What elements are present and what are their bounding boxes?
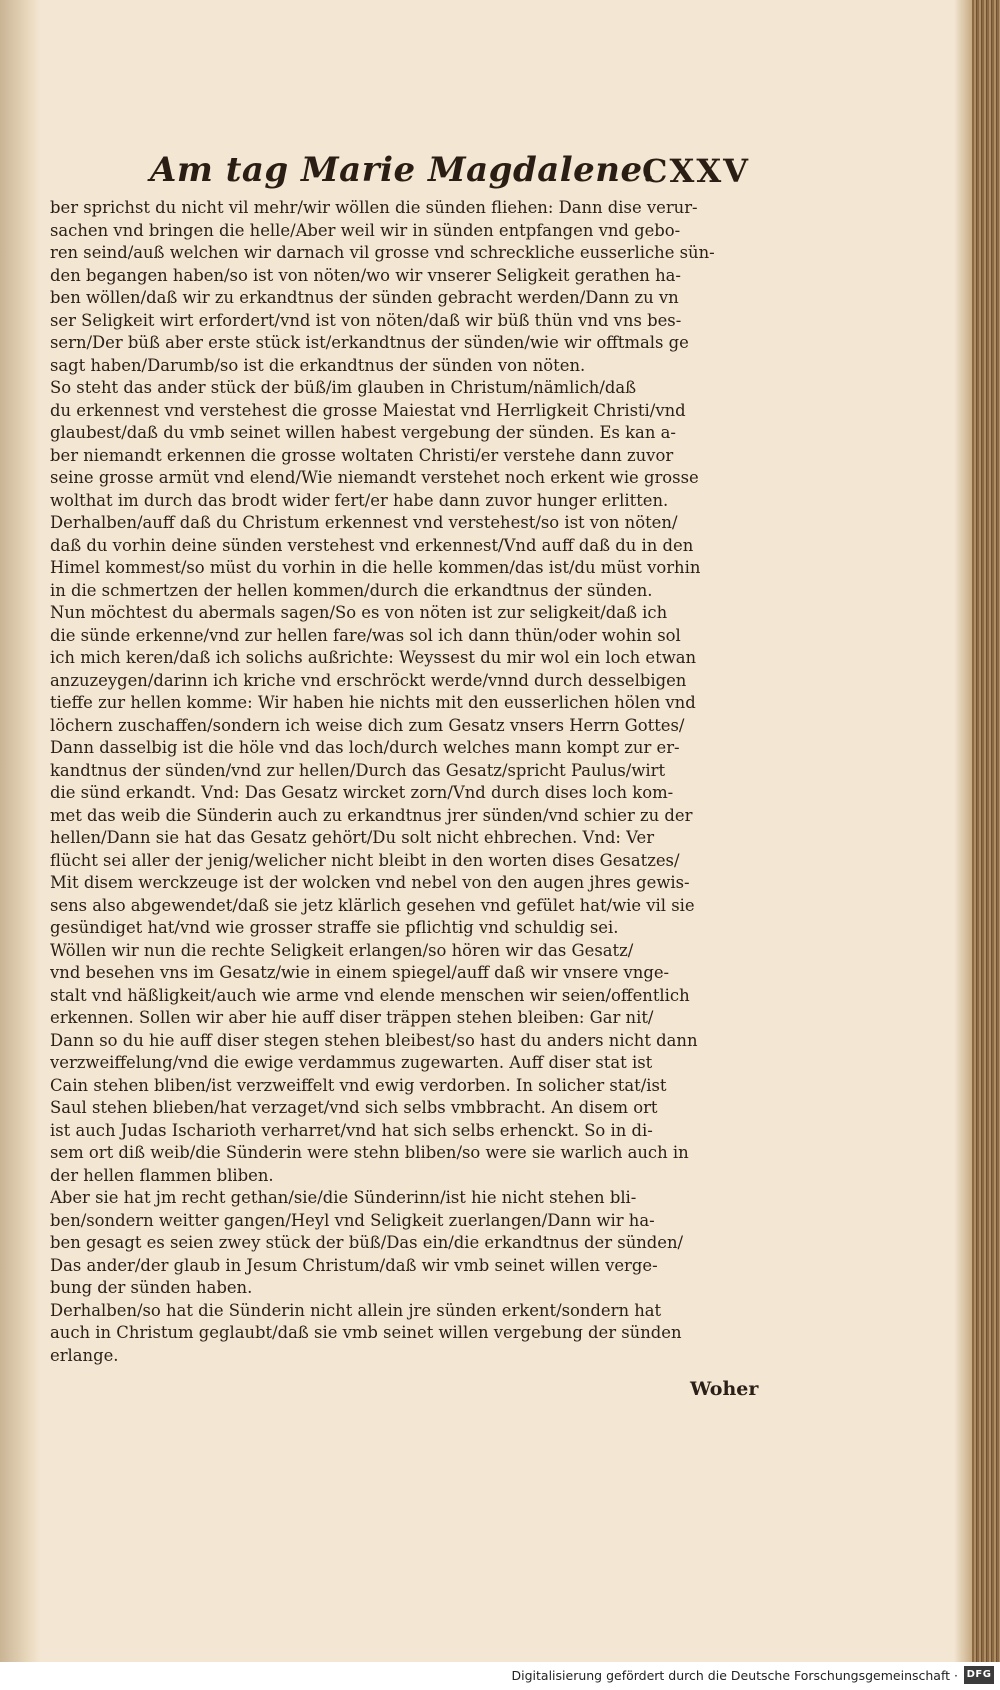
text-line: löchern zuschaffen/sondern ich weise dich zum Gesatz vnsers Herrn Gottes/ [50,715,685,735]
text-line: Wöllen wir nun die rechte Seligkeit erlangen/so hören wir das Gesatz/ [50,940,634,960]
text-line: kandtnus der sünden/vnd zur hellen/Durch das Gesatz/spricht Paulus/wirt [50,760,666,780]
catchword: Woher [690,1378,759,1400]
text-line: So steht das ander stück der büß/im glauben in Christum/nämlich/daß [50,378,637,397]
text-line: die sünd erkandt. Vnd: Das Gesatz wircket zorn/Vnd durch dises loch kom- [50,783,674,802]
text-line: sem ort diß weib/die Sünderin were stehn bliben/so were sie warlich auch in [50,1143,689,1162]
text-line: stalt vnd häßligkeit/auch wie arme vnd elende menschen wir seien/offentlich [50,985,690,1005]
body-text [50,197,760,1367]
text-line: die sünde erkenne/vnd zur hellen fare/was sol ich dann thün/oder wohin sol [50,625,681,645]
folio-number: CXXV [642,152,750,190]
text-line: ber sprichst du nicht vil mehr/wir wöllen die sünden fliehen: Dann dise verur- [50,198,698,217]
text-line: in die schmertzen der hellen kommen/durch die erkandtnus der sünden. [50,580,653,600]
text-line: Nun möchtest du abermals sagen/So es von nöten ist zur seligkeit/daß ich [50,603,668,622]
dfg-logo: DFG [964,1666,994,1684]
text-line: met das weib die Sünderin auch zu erkandtnus jrer sünden/vnd schier zu der [50,805,693,825]
text-line: ben/sondern weitter gangen/Heyl vnd Seligkeit zuerlangen/Dann wir ha- [50,1210,655,1230]
text-line: Saul stehen blieben/hat verzaget/vnd sich selbs vmbbracht. An disem ort [50,1098,658,1117]
page-edge-shade [954,0,972,1662]
gutter-shadow [0,0,40,1662]
text-line: anzuzeygen/darinn ich kriche vnd erschröckt werde/vnnd durch desselbigen [50,670,687,690]
text-line: ren seind/auß welchen wir darnach vil grosse vnd schreckliche eusserliche sün- [50,243,715,262]
text-line: seine grosse armüt vnd elend/Wie niemandt verstehet noch erkent wie grosse [50,468,699,487]
text-line: Himel kommest/so müst du vorhin in die helle kommen/das ist/du müst vorhin [50,558,701,577]
text-line: Mit disem werckzeuge ist der wolcken vnd nebel von den augen jhres gewis- [50,873,690,892]
text-line: Cain stehen bliben/ist verzweiffelt vnd ewig verdorben. In solicher stat/ist [50,1075,667,1095]
text-line: den begangen haben/so ist von nöten/wo wir vnserer Seligkeit gerathen ha- [50,265,681,285]
text-line: Derhalben/so hat die Sünderin nicht allein jre sünden erkent/sondern hat [50,1300,662,1320]
text-line: erlange. [50,1345,119,1365]
text-line: du erkennest vnd verstehest die grosse Maiestat vnd Herrligkeit Christi/vnd [50,400,686,420]
page-header [150,150,750,198]
text-line: ist auch Judas Ischarioth verharret/vnd hat sich selbs erhenckt. So in di- [50,1120,653,1140]
text-line: sagt haben/Darumb/so ist die erkandtnus der sünden von nöten. [50,355,586,375]
text-line: Aber sie hat jm recht gethan/sie/die Sünderinn/ist hie nicht stehen bli- [50,1188,637,1207]
text-line: daß du vorhin deine sünden verstehest vnd erkennest/Vnd auff daß du in den [50,535,694,555]
text-line: wolthat im durch das brodt wider fert/er habe dann zuvor hunger erlitten. [50,490,669,510]
text-line: sachen vnd bringen die helle/Aber weil wir in sünden entpfangen vnd gebo- [50,220,681,240]
text-line: tieffe zur hellen komme: Wir haben hie nichts mit den eusserlichen hölen vnd [50,693,696,712]
text-line: hellen/Dann sie hat das Gesatz gehört/Du solt nicht ehbrechen. Vnd: Ver [50,828,655,847]
text-line: erkennen. Sollen wir aber hie auff diser träppen stehen bleiben: Gar nit/ [50,1008,654,1027]
text-line: ben wöllen/daß wir zu erkandtnus der sünden gebracht werden/Dann zu vn [50,288,679,307]
text-line: Dann so du hie auff diser stegen stehen bleibest/so hast du anders nicht dann [50,1030,698,1050]
text-line: glaubest/daß du vmb seinet willen habest vergebung der sünden. Es kan a- [50,423,676,442]
text-line: Dann dasselbig ist die höle vnd das loch/durch welches mann kompt zur er- [50,738,680,757]
text-line: ser Seligkeit wirt erfordert/vnd ist von nöten/daß wir büß thün vnd vns bes- [50,310,682,330]
text-line: der hellen flammen bliben. [50,1165,274,1185]
text-line: ben gesagt es seien zwey stück der büß/Das ein/die erkandtnus der sünden/ [50,1233,684,1252]
text-line: gesündiget hat/vnd wie grosser straffe sie pflichtig vnd schuldig sei. [50,918,619,937]
running-head: Am tag Marie Magdalene. [150,150,655,190]
text-line: verzweiffelung/vnd die ewige verdammus zugewarten. Auff diser stat ist [50,1053,653,1072]
text-line: auch in Christum geglaubt/daß sie vmb seinet willen vergebung der sünden [50,1323,682,1342]
text-line: sens also abgewendet/daß sie jetz klärlich gesehen vnd gefület hat/wie vil sie [50,895,695,915]
text-line: Derhalben/auff daß du Christum erkennest vnd verstehest/so ist von nöten/ [50,513,678,532]
text-line: flücht sei aller der jenig/welicher nicht bleibt in den worten dises Gesatzes/ [50,850,680,870]
book-page-edges [972,0,1000,1662]
text-line: vnd besehen vns im Gesatz/wie in einem spiegel/auff daß wir vnsere vnge- [50,963,670,982]
footer-credit: Digitalisierung gefördert durch die Deutsche Forschungsgemeinschaft · [511,1668,958,1683]
text-line: ich mich keren/daß ich solichs außrichte: Weyssest du mir wol ein loch etwan [50,648,697,667]
text-line: Das ander/der glaub in Jesum Christum/daß wir vmb seinet willen verge- [50,1255,658,1275]
text-line: ber niemandt erkennen die grosse woltaten Christi/er verstehe dann zuvor [50,445,674,465]
text-line: sern/Der büß aber erste stück ist/erkandtnus der sünden/wie wir offtmals ge [50,333,689,352]
text-line: bung der sünden haben. [50,1278,253,1297]
